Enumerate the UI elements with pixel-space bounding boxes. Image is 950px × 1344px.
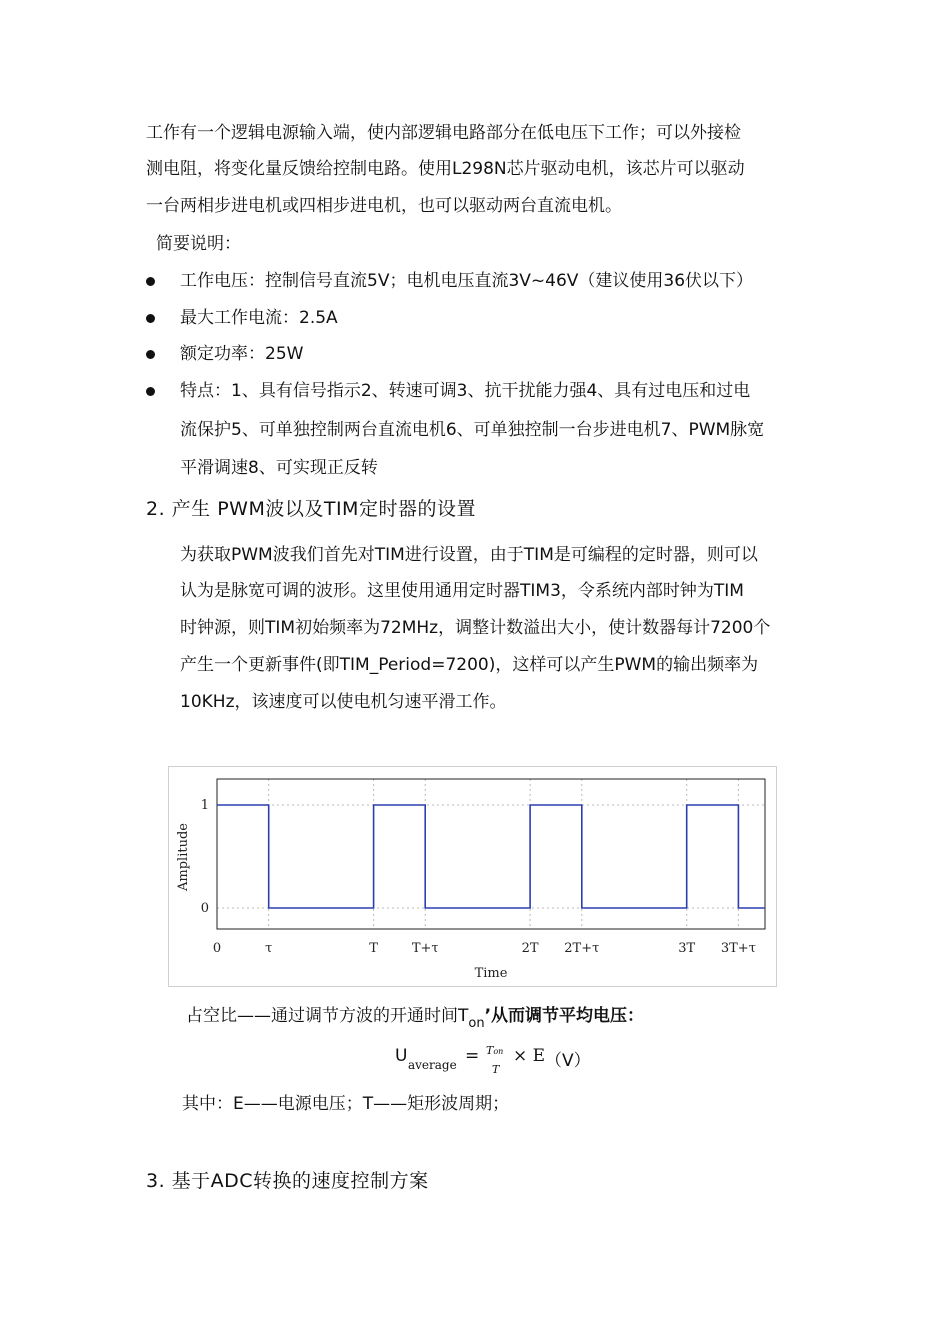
- x-tick-label: T+τ: [411, 941, 439, 956]
- duty-ton-sub: on: [468, 1016, 485, 1031]
- x-tick-label: T: [369, 941, 378, 956]
- intro-line-1: 工作有一个逻辑电源输入端，使内部逻辑电路部分在低电压下工作；可以外接检: [146, 123, 741, 143]
- bullet-dot: [146, 314, 155, 323]
- section-3-heading: 3. 基于ADC转换的速度控制方案: [146, 1170, 429, 1192]
- duty-cycle-text: [186, 1004, 644, 1030]
- section-2-line-2: 认为是脉宽可调的波形。这里使用通用定时器TIM3，令系统内部时钟为TIM: [180, 581, 744, 601]
- formula-lhs: U: [395, 1046, 408, 1066]
- section-2-line-4: 产生一个更新事件(即TIM_Period=7200)，这样可以产生PWM的输出频率为: [180, 655, 759, 675]
- x-tick-label: τ: [265, 941, 273, 956]
- bullet-dot: [146, 350, 155, 359]
- x-axis-label: Time: [474, 966, 508, 981]
- x-tick-label: 2T+τ: [564, 941, 600, 956]
- section-2-line-1: 为获取PWM波我们首先对TIM进行设置，由于TIM是可编程的定时器，则可以: [180, 545, 758, 565]
- section-2-line-3: 时钟源，则TIM初始频率为72MHz，调整计数溢出大小，使计数器每计7200个: [180, 618, 771, 638]
- x-tick-label: 3T+τ: [720, 941, 756, 956]
- formula-lhs-sub: average: [408, 1058, 457, 1072]
- formula-numerator: Ton: [486, 1044, 504, 1057]
- intro-line-2: 测电阻，将变化量反馈给控制电路。使用L298N芯片驱动电机，该芯片可以驱动: [146, 159, 745, 179]
- intro-line-3: 一台两相步进电机或四相步进电机，也可以驱动两台直流电机。: [146, 196, 622, 216]
- y-axis-label: Amplitude: [176, 823, 191, 891]
- section-2-heading: 2. 产生 PWM波以及TIM定时器的设置: [146, 498, 476, 520]
- bullet-4-line-2: 流保护5、可单独控制两台直流电机6、可单独控制一台步进电机7、PWM脉宽: [180, 420, 765, 440]
- formula-where-text: 其中：E——电源电压；T——矩形波周期；: [182, 1094, 510, 1114]
- y-tick-label: 1: [200, 798, 209, 813]
- summary-title: 简要说明：: [156, 234, 241, 254]
- y-tick-label: 0: [200, 901, 209, 916]
- bullet-4-line-1: 特点：1、具有信号指示2、转速可调3、抗干扰能力强4、具有过电压和过电: [180, 381, 751, 401]
- plot-frame: [217, 779, 765, 929]
- bullet-dot: [146, 277, 155, 286]
- section-2-line-5: 10KHz，该速度可以使电机匀速平滑工作。: [180, 692, 507, 712]
- x-tick-label: 3T: [678, 941, 696, 956]
- formula-denominator: T: [492, 1063, 500, 1076]
- formula-times-e: × E: [513, 1046, 546, 1066]
- bullet-dot: [146, 387, 155, 396]
- formula-unit: （V）: [545, 1051, 591, 1071]
- pwm-waveform-figure: [168, 766, 777, 987]
- duty-prefix: 占空比——通过调节方波的开通时间T: [186, 1006, 469, 1026]
- x-tick-label: 2T: [521, 941, 539, 956]
- pwm-series-line: [217, 805, 765, 908]
- x-tick-label: 0: [212, 941, 222, 956]
- bullet-4-line-3: 平滑调速8、可实现正反转: [180, 458, 378, 478]
- formula-equals: =: [465, 1046, 480, 1066]
- bullet-1-line-1: 工作电压：控制信号直流5V；电机电压直流3V~46V（建议使用36伏以下）: [180, 271, 754, 291]
- pwm-chart: [169, 767, 776, 986]
- bullet-3-line-1: 额定功率：25W: [180, 344, 304, 364]
- duty-suffix: ’从而调节平均电压：: [484, 1006, 645, 1026]
- bullet-2-line-1: 最大工作电流：2.5A: [180, 308, 338, 328]
